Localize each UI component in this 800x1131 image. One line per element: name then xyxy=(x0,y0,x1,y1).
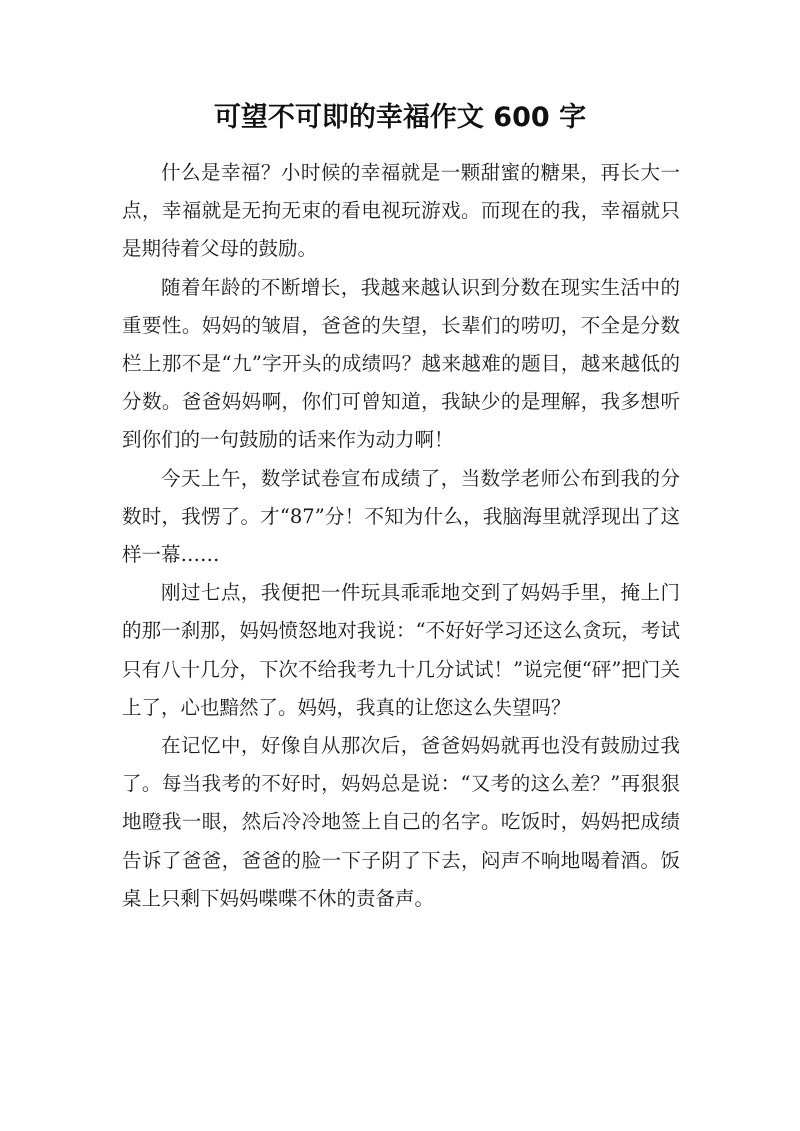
paragraph-2: 随着年龄的不断增长，我越来越认识到分数在现实生活中的重要性。妈妈的皱眉，爸爸的失望，长辈们的唠叨，不全是分数栏上那不是“九”字开头的成绩吗？越来越难的题目，越来越低的分数。爸爸妈妈啊，你们可曾知道，我缺少的是理解，我多想听到你们的一句鼓励的话来作为动力啊！ xyxy=(122,275,680,452)
paragraph-3: 今天上午，数学试卷宣布成绩了，当数学老师公布到我的分数时，我愣了。才“87”分！不知为什么，我脑海里就浮现出了这样一幕…… xyxy=(122,466,680,567)
essay-body xyxy=(122,154,680,918)
page-title: 可望不可即的幸福作文 600 字 xyxy=(213,102,587,133)
paragraph-4: 刚过七点，我便把一件玩具乖乖地交到了妈妈手里，掩上门的那一刹那，妈妈愤怒地对我说：“不好好学习还这么贪玩，考试只有八十几分，下次不给我考九十几分试试！”说完便“砰”把门关上了，心也黯然了。妈妈，我真的让您这么失望吗？ xyxy=(122,581,680,719)
paragraph-5: 在记忆中，好像自从那次后，爸爸妈妈就再也没有鼓励过我了。每当我考的不好时，妈妈总是说：“又考的这么差？”再狠狠地瞪我一眼，然后冷冷地签上自己的名字。吃饭时，妈妈把成绩告诉了爸爸，爸爸的脸一下子阴了下去，闷声不响地喝着酒。饭桌上只剩下妈妈喋喋不休的责备声。 xyxy=(122,734,680,910)
paragraph-1: 什么是幸福？小时候的幸福就是一颗甜蜜的糖果，再长大一点，幸福就是无拘无束的看电视玩游戏。而现在的我，幸福就只是期待着父母的鼓励。 xyxy=(122,161,680,261)
